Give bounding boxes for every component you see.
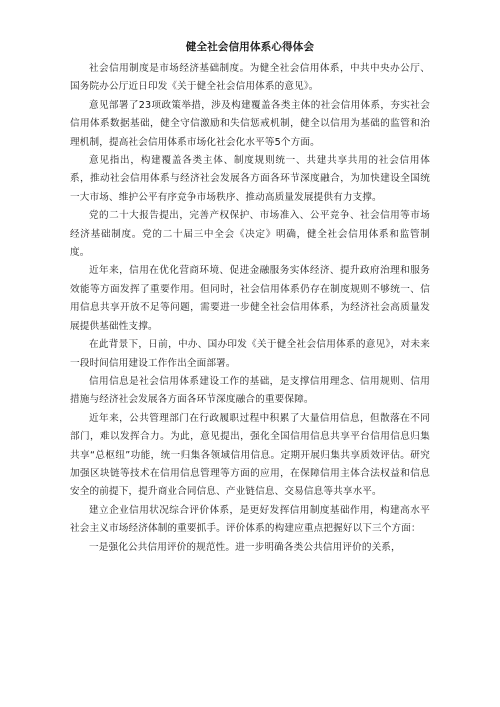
paragraph-4: 党的二十大报告提出，完善产权保护、市场准入、公平竞争、社会信用等市场经济基础制度。党的二十届三中全会《决定》明确，健全社会信用体系和监管制度。	[70, 210, 430, 259]
paragraph-3: 意见指出，构建覆盖各类主体、制度规则统一、共建共享共用的社会信用体系，推动社会信用体系与经济社会发展各方面各环节深度融合，为加快建设全国统一大市场、维护公平有序竞争市场秩序、推动高质量发展提供有力支撑。	[70, 155, 430, 203]
paragraph-2: 意见部署了23项政策举措，涉及构建覆盖各类主体的社会信用体系，夯实社会信用体系数据基础，健全守信激励和失信惩戒机制，健全以信用为基础的监管和治理机制，提高社会信用体系市场化社会化水平等5个方面。	[70, 99, 430, 148]
paragraph-8: 近年来，公共管理部门在行政履职过程中积累了大量信用信息，但散落在不同部门，难以发挥合力。为此，意见提出，强化全国信用信息共享平台信用信息归集共享“总枢纽”功能，统一归集各领域信用信息。定期开展归集共享质效评估。研究加强区块链等技术在信用信息管理等方面的应用，在保障信用主体合法权益和信息安全的前提下，提升商业合同信息、产业链信息、交易信息等共享水平。	[70, 412, 430, 498]
paragraph-7: 信用信息是社会信用体系建设工作的基础，是支撑信用理念、信用规则、信用措施与经济社会发展各方面各环节深度融合的重要保障。	[70, 375, 430, 406]
paragraph-6: 在此背景下，日前，中办、国办印发《关于健全社会信用体系的意见》，对未来一段时间信用建设工作作出全面部署。	[70, 339, 430, 369]
paragraph-5: 近年来，信用在优化营商环境、促进金融服务实体经济、提升政府治理和服务效能等方面发挥了重要作用。但同时，社会信用体系仍存在制度规则不够统一、信用信息共享开放不足等问题，需要进一步健全社会信用体系，为经济社会高质量发展提供基础性支撑。	[70, 265, 430, 332]
paragraph-9: 建立企业信用状况综合评价体系，是更好发挥信用制度基础作用，构建高水平社会主义市场经济体制的重要抓手。评价体系的构建应重点把握好以下三个方面：	[70, 504, 430, 535]
paragraph-1: 社会信用制度是市场经济基础制度。为健全社会信用体系，中共中央办公厅、国务院办公厅近日印发《关于健全社会信用体系的意见》。	[70, 63, 430, 93]
document-page	[70, 38, 430, 557]
document-title: 健全社会信用体系心得体会	[185, 41, 315, 53]
paragraph-10: 一是强化公共信用评价的规范性。进一步明确各类公共信用评价的关系，	[89, 541, 401, 553]
